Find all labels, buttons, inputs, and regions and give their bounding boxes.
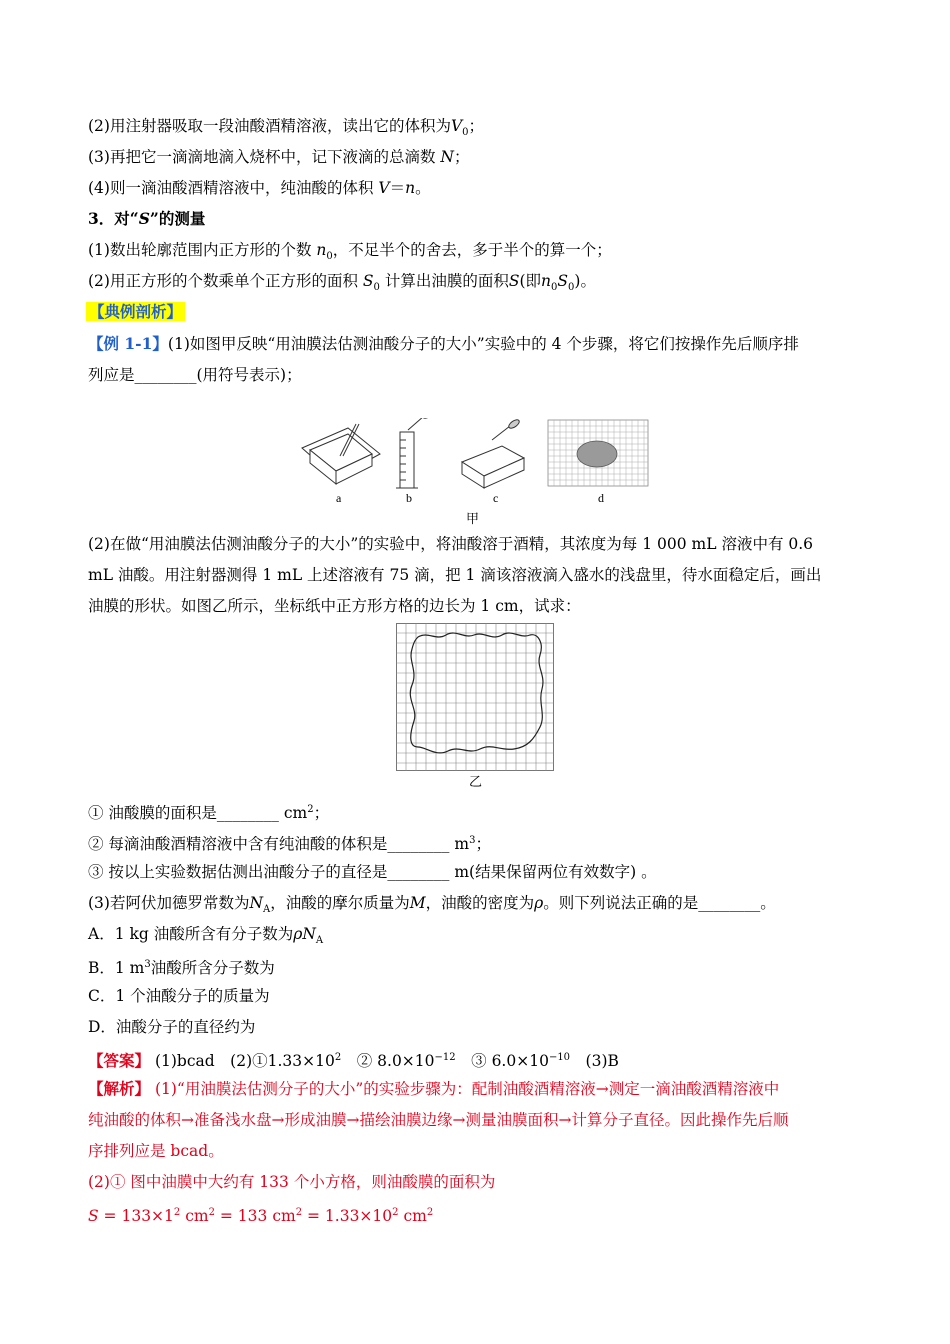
analysis-line-3 <box>88 1140 224 1162</box>
sup: 3 <box>144 959 151 970</box>
text: 。 <box>415 179 431 197</box>
text: ② 每滴油酸酒精溶液中含有纯油酸的体积是________ m <box>88 835 470 854</box>
text: (1)如图甲反映“用油膜法估测油酸分子的大小”实验中的 4 个步骤，将它们按操作先后顺序排 <box>167 335 799 353</box>
text: ； <box>468 117 485 135</box>
text: ② 8.0×10 <box>341 1052 435 1071</box>
fig-label-b: b <box>406 491 412 505</box>
figure-a-tray <box>302 424 380 484</box>
sub-question-1 <box>88 799 329 824</box>
option-b <box>88 954 275 979</box>
text: cm <box>180 1207 209 1226</box>
text: ，油酸的摩尔质量为 <box>270 894 410 912</box>
example-q1-line-2 <box>88 364 302 386</box>
text: ，不足半个的舍去，多于半个的算一个； <box>332 241 612 259</box>
example-q1-line-1 <box>88 333 799 355</box>
var: N <box>249 894 264 912</box>
analysis-line-1 <box>88 1078 779 1100</box>
text: ，油酸的密度为 <box>425 894 535 912</box>
text: D．油酸分子的直径约为 <box>88 1018 256 1036</box>
text: ； <box>453 148 470 166</box>
text: (2)① 图中油膜中大约有 133 个小方格，则油酸膜的面积为 <box>88 1173 496 1191</box>
sub: 0 <box>551 282 558 294</box>
var: n <box>316 241 327 259</box>
sub: 0 <box>326 251 333 263</box>
fig-label-c: c <box>493 491 499 505</box>
analysis-line-2 <box>88 1109 788 1131</box>
example-q2-line-2 <box>88 564 821 586</box>
sup: 2 <box>307 804 314 815</box>
sub: A <box>315 935 324 947</box>
var: M <box>409 894 426 912</box>
option-d <box>88 1016 255 1038</box>
var: S <box>508 272 520 290</box>
figure-yi-caption: 乙 <box>469 774 483 789</box>
option-a <box>88 923 323 952</box>
figure-b-cylinder <box>396 418 435 488</box>
var: n <box>405 179 416 197</box>
text: ＝ <box>389 179 406 197</box>
sub-question-2 <box>88 830 491 855</box>
fig-label-d: d <box>598 491 604 505</box>
sup: 2 <box>173 1207 181 1218</box>
option-c <box>88 985 270 1007</box>
sup: 2 <box>208 1207 215 1218</box>
sup: 3 <box>469 835 476 846</box>
var: N <box>440 148 454 166</box>
section-3-item-2 <box>88 270 596 299</box>
example-q3 <box>88 892 776 921</box>
text: (3)B <box>570 1052 619 1071</box>
text: ① 油酸膜的面积是________ cm <box>88 804 308 823</box>
var: S <box>557 272 569 290</box>
text: C．1 个油酸分子的质量为 <box>88 987 270 1005</box>
text: = 133×1 <box>98 1207 174 1226</box>
step-4-line <box>88 177 431 199</box>
sub: 0 <box>462 127 469 139</box>
text: (2)用注射器吸取一段油酸酒精溶液，读出它的体积为 <box>88 117 451 135</box>
sup: 2 <box>426 1207 434 1218</box>
var: ρN <box>293 925 316 943</box>
figure-c-block <box>462 418 524 488</box>
analysis-tag: 【解析】 <box>88 1079 151 1098</box>
text: 油膜的形状。如图乙所示，坐标纸中正方形方格的边长为 1 cm，试求： <box>88 597 581 615</box>
text: (即 <box>519 272 542 290</box>
text: ； <box>313 804 330 823</box>
sup: 2 <box>334 1052 342 1063</box>
text: 纯油酸的体积→准备浅水盘→形成油膜→描绘油膜边缘→测量油膜面积→计算分子直径。因此操作先后顺 <box>88 1111 789 1129</box>
text: (3)再把它一滴滴地滴入烧杯中，记下液滴的总滴数 <box>88 148 436 166</box>
text: 计算出油膜的面积 <box>384 272 509 290</box>
heading-text: 【典例剖析】 <box>86 302 185 321</box>
text: )。 <box>574 272 596 290</box>
example-tag: 【例 1-1】 <box>88 334 168 353</box>
var: S <box>88 1207 99 1226</box>
text: = 133 cm <box>214 1207 296 1226</box>
var: S <box>362 272 374 290</box>
text: (1)数出轮廓范围内正方形的个数 <box>88 241 312 259</box>
text: (2)用正方形的个数乘单个正方形的面积 <box>88 272 358 290</box>
section-3-title <box>88 208 205 230</box>
fig-label-a: a <box>336 491 342 505</box>
sub: 0 <box>373 282 380 294</box>
sup: 2 <box>392 1207 399 1218</box>
text: mL 油酸。用注射器测得 1 mL 上述溶液有 75 滴，把 1 滴该溶液滴入盛水的浅盘里，待水面稳定后，画出 <box>88 566 822 584</box>
text: (4)则一滴油酸酒精溶液中，纯油酸的体积 <box>88 179 374 197</box>
text: cm <box>398 1207 427 1226</box>
text: ”的测量 <box>149 209 206 228</box>
section-3-item-1 <box>88 239 612 268</box>
var: V <box>450 117 463 135</box>
figure-jia-caption: 甲 <box>466 511 480 526</box>
answer-tag: 【答案】 <box>88 1051 151 1071</box>
figure-yi <box>396 623 554 771</box>
sub-question-3 <box>88 861 657 883</box>
text: 序排列应是 bcad。 <box>88 1142 224 1160</box>
example-q2-line-1 <box>88 533 864 555</box>
text: 。则下列说法正确的是________。 <box>543 894 776 912</box>
text: (3)若阿伏加德罗常数为 <box>88 894 250 912</box>
sup: 2 <box>295 1207 303 1218</box>
text: (1)“用油膜法估测分子的大小”的实验步骤为：配制油酸酒精溶液→测定一滴油酸酒精溶液中 <box>154 1080 780 1098</box>
analysis-line-5 <box>88 1202 433 1227</box>
step-3-line <box>88 146 469 168</box>
analysis-line-4 <box>88 1171 495 1193</box>
text: 3．对“ <box>88 209 139 228</box>
text: ③ 6.0×10 <box>455 1052 549 1071</box>
text: (2)在做“用油膜法估测油酸分子的大小”的实验中，将油酸溶于酒精，其浓度为每 1 000 mL 溶液中有 0.6 <box>88 535 814 553</box>
sup: −12 <box>434 1052 456 1063</box>
section-heading <box>86 301 185 323</box>
step-2-line <box>88 115 484 144</box>
sup: −10 <box>548 1052 571 1063</box>
text: 油酸所含分子数为 <box>150 959 275 978</box>
sub: 0 <box>568 282 575 294</box>
text: ； <box>475 835 491 854</box>
text: 列应是________(用符号表示)； <box>88 366 302 384</box>
sub: A <box>263 904 271 916</box>
var: ρ <box>534 894 544 912</box>
text: A．1 kg 油酸所含有分子数为 <box>88 925 294 943</box>
text: B．1 m <box>88 959 145 978</box>
var: S <box>138 209 150 228</box>
var: V <box>378 179 390 197</box>
example-q2-line-3 <box>88 595 581 617</box>
text: = 1.33×10 <box>302 1207 393 1226</box>
var: n <box>541 272 552 290</box>
answer-line <box>88 1047 619 1072</box>
figure-d-grid <box>548 420 648 486</box>
text: (1)bcad (2)①1.33×10 <box>154 1052 335 1071</box>
text: ③ 按以上实验数据估测出油酸分子的直径是________ m(结果保留两位有效数字) 。 <box>88 863 657 881</box>
